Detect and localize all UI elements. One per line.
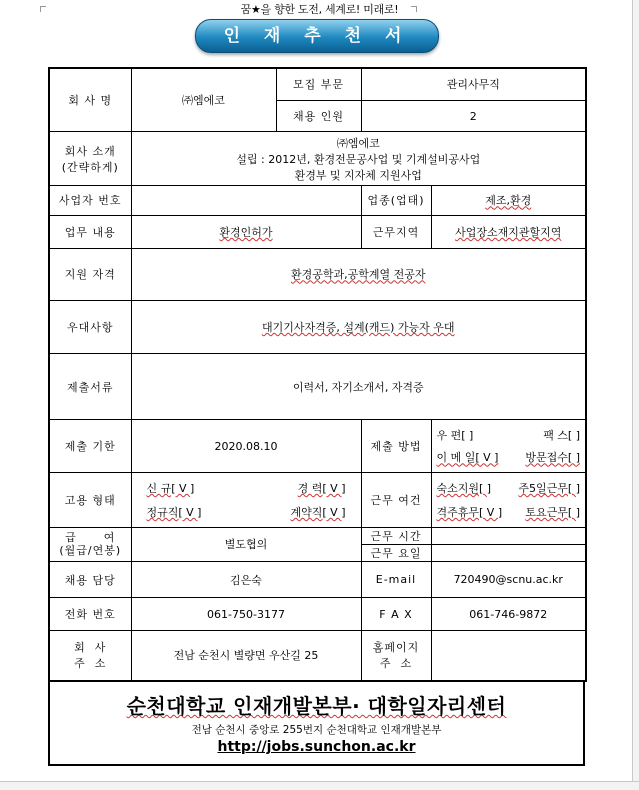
- housing-option: 숙소지원[ ]: [436, 481, 492, 495]
- address-label-line2: 주 소: [74, 657, 107, 671]
- qualification-text: 환경공학과,공학계열 전공자: [291, 268, 426, 282]
- address-label: [49, 630, 131, 681]
- qualification-label: 지원 자격: [49, 248, 131, 301]
- company-intro-label: [49, 132, 131, 186]
- recruit-dept-label: 모집 부문: [276, 68, 361, 100]
- phone-label: 전화 번호: [49, 598, 131, 630]
- submit-mail-option: 우 편[ ]: [436, 429, 474, 443]
- deadline-label: 제출 기한: [49, 420, 131, 473]
- page-edge-bottom: [0, 781, 639, 790]
- footer-url[interactable]: [50, 739, 583, 755]
- company-intro-label-line1: 회사 소개: [64, 144, 116, 158]
- work-area-value: [431, 216, 586, 248]
- alt-holiday-option: 격주휴무[ V ]: [436, 505, 503, 519]
- employment-type-value: [131, 473, 361, 528]
- email-label: E-mail: [361, 562, 431, 598]
- company-intro-value: [131, 132, 586, 186]
- work-area-label: 근무지역: [361, 216, 431, 248]
- saturday-option: 토요근무[ ]: [525, 505, 581, 519]
- company-intro-label-line2: (간략하게): [61, 160, 119, 174]
- homepage-label: [361, 630, 431, 681]
- work-hours-value: [431, 527, 586, 544]
- footer-url-link[interactable]: http://jobs.sunchon.ac.kr: [217, 739, 416, 755]
- submit-method-value: [431, 420, 586, 473]
- industry-value: [431, 185, 586, 215]
- employment-experienced-option: 경 력[ V ]: [297, 481, 346, 495]
- company-intro-line2: 설립 : 2012년, 환경전문공사업 및 기계설비공사업: [236, 152, 481, 166]
- slogan: 꿈★을 향한 도전, 세계로! 미래로!: [240, 3, 399, 16]
- employment-type-label: 고용 형태: [49, 473, 131, 528]
- work-conditions-row2: [435, 504, 583, 520]
- footer-address: 전남 순천시 중앙로 255번지 순천대학교 인재개발본부: [191, 724, 442, 736]
- headcount-value: 2: [361, 100, 586, 131]
- salary-label-line2: (월급/연봉): [59, 544, 122, 558]
- employment-type-row2: [135, 504, 358, 520]
- salary-value: 별도협의: [131, 527, 361, 561]
- employment-new-option: 신 규[ V ]: [146, 481, 195, 495]
- page-edge-right: [632, 0, 639, 790]
- preference-text: 대기기사자격증, 설계(캐드) 가능자 우대: [261, 320, 455, 334]
- qualification-value: [131, 248, 586, 301]
- job-desc-value: [131, 216, 361, 248]
- banner-title: 인 재 추 천 서: [195, 19, 439, 53]
- headcount-label: 채용 인원: [276, 100, 361, 131]
- five-day-option: 주5일근무[ ]: [518, 481, 581, 495]
- recruit-dept-value: 관리사무직: [361, 68, 586, 100]
- work-conditions-label: 근무 여건: [361, 473, 431, 528]
- salary-label: [49, 527, 131, 561]
- company-intro-line1: ㈜엠에코: [336, 136, 380, 150]
- company-intro-line3: 환경부 및 지자체 지원사업: [294, 168, 422, 182]
- preference-value: [131, 301, 586, 354]
- footer-org-text: 순천대학교 인재개발본부· 대학일자리센터: [126, 694, 507, 718]
- employment-contract-option: 계약직[ V ]: [290, 505, 346, 519]
- business-no-value: [131, 185, 361, 215]
- job-desc-text: 환경인허가: [219, 225, 273, 239]
- email-value: 720490@scnu.ac.kr: [431, 562, 586, 598]
- contact-person-value: 김은숙: [131, 562, 361, 598]
- submit-fax-option: 팩 스[ ]: [543, 429, 581, 443]
- company-name-label: 회 사 명: [49, 68, 131, 132]
- business-no-label: 사업자 번호: [49, 185, 131, 215]
- submit-visit-option: 방문접수[ ]: [525, 451, 581, 465]
- industry-text: 제조,환경: [485, 194, 532, 208]
- address-value: 전남 순천시 별량면 우산길 25: [131, 630, 361, 681]
- phone-value: 061-750-3177: [131, 598, 361, 630]
- employment-type-row1: [135, 480, 358, 496]
- contact-person-label: 채용 담당: [49, 562, 131, 598]
- submit-method-row2: [435, 449, 583, 465]
- submit-method-row1: [435, 427, 583, 443]
- footer-org: [50, 690, 583, 719]
- address-label-line1: 회 사: [74, 641, 107, 655]
- work-days-value: [431, 544, 586, 561]
- documents-value: 이력서, 자기소개서, 자격증: [131, 353, 586, 420]
- work-hours-label: 근무 시간: [361, 527, 431, 544]
- fax-label: F A X: [361, 598, 431, 630]
- footer: [48, 682, 585, 766]
- work-area-text: 사업장소재지관할지역: [455, 225, 562, 239]
- preference-label: 우대사항: [49, 301, 131, 354]
- salary-label-line1: 급 여: [65, 531, 116, 545]
- company-name-value: ㈜엠에코: [131, 68, 276, 132]
- submit-email-option: 이 메 일[ V ]: [436, 451, 499, 465]
- work-days-label: 근무 요일: [361, 544, 431, 561]
- documents-label: 제출서류: [49, 353, 131, 420]
- employment-regular-option: 정규직[ V ]: [146, 505, 202, 519]
- industry-label: 업종(업태): [361, 185, 431, 215]
- fax-value: 061-746-9872: [431, 598, 586, 630]
- recommendation-form: [48, 67, 587, 682]
- work-conditions-row1: [435, 480, 583, 496]
- homepage-label-line1: 홈페이지: [372, 641, 420, 655]
- work-conditions-value: [431, 473, 586, 528]
- job-desc-label: 업무 내용: [49, 216, 131, 248]
- homepage-value: [431, 630, 586, 681]
- submit-method-label: 제출 방법: [361, 420, 431, 473]
- homepage-label-line2: 주 소: [379, 657, 413, 671]
- deadline-value: 2020.08.10: [131, 420, 361, 473]
